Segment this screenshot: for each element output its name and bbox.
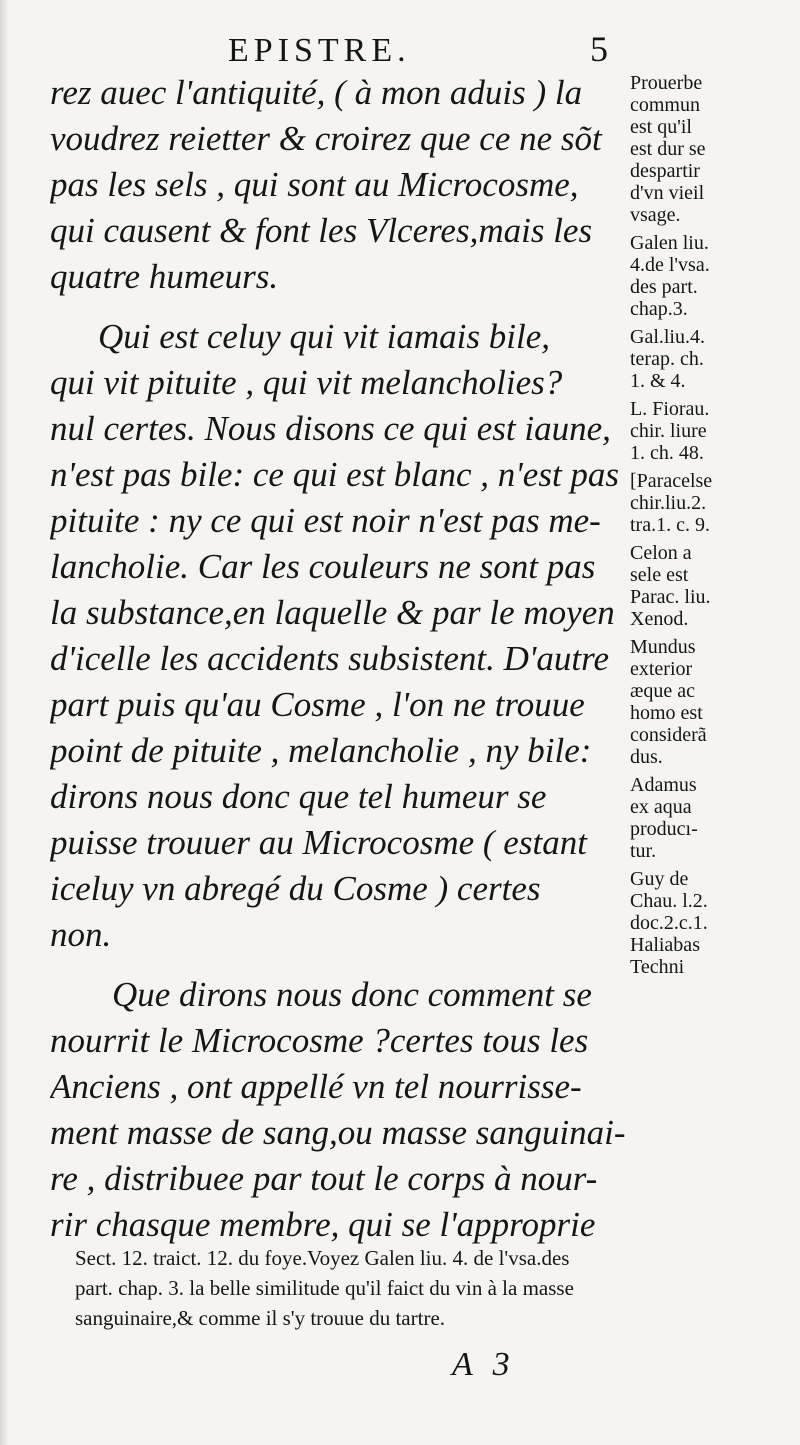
margin-note-line: Parac. liu. — [630, 586, 711, 608]
text-line: d'icelle les accidents subsistent. D'autre — [50, 639, 609, 678]
text-line: n'est pas bile: ce qui est blanc , n'est pas — [50, 455, 620, 494]
margin-note-line: Xenod. — [630, 608, 689, 630]
running-title: EPISTRE. — [228, 32, 411, 69]
margin-note — [630, 636, 790, 768]
signature-mark: A 3 — [452, 1346, 516, 1383]
margin-note-line: chap.3. — [630, 298, 688, 320]
margin-note-line: sele est — [630, 564, 689, 586]
margin-note-line: Celon a — [630, 542, 692, 564]
margin-note-line: tur. — [630, 840, 657, 862]
footnote-line: Sect. 12. traict. 12. du foye.Voyez Galen liu. 4. de l'vsa.des — [75, 1246, 570, 1270]
margin-note-line: æque ac — [630, 680, 695, 702]
text-line: nul certes. Nous disons ce qui est iaune, — [50, 409, 611, 448]
margin-note-line: [Paracelse — [630, 470, 713, 492]
text-line: rez auec l'antiquité, ( à mon aduis ) la — [50, 73, 583, 112]
page-edge-shadow — [0, 0, 8, 1445]
margin-note-line: Adamus — [630, 774, 697, 796]
margin-note — [630, 542, 790, 630]
text-line: part puis qu'au Cosme , l'on ne trouue — [50, 685, 585, 724]
margin-note-line: chir. liure — [630, 420, 707, 442]
margin-note-line: Haliabas — [630, 934, 700, 956]
text-line: qui causent & font les Vlceres,mais les — [50, 211, 593, 250]
text-line: puisse trouuer au Microcosme ( estant — [50, 823, 587, 862]
text-line: point de pituite , melancholie , ny bile: — [50, 731, 592, 770]
margin-note-line: terap. ch. — [630, 348, 704, 370]
margin-note-line: doc.2.c.1. — [630, 912, 708, 934]
text-line: lancholie. Car les couleurs ne sont pas — [50, 547, 596, 586]
margin-note-line: des part. — [630, 276, 698, 298]
text-line: voudrez reietter & croirez que ce ne sõt — [50, 119, 602, 158]
text-line: la substance,en laquelle & par le moyen — [50, 593, 615, 632]
margin-note-line: Guy de — [630, 868, 689, 890]
margin-note-line: homo est — [630, 702, 703, 724]
margin-note-line: Prouerbe — [630, 72, 703, 94]
paragraph-2 — [50, 314, 630, 958]
margin-note-line: 4.de l'vsa. — [630, 254, 710, 276]
margin-note-line: Chau. l.2. — [630, 890, 708, 912]
margin-note-line: 1. & 4. — [630, 370, 686, 392]
margin-notes — [630, 72, 790, 984]
margin-note-line: est qu'il — [630, 116, 692, 138]
text-line: iceluy vn abregé du Cosme ) certes — [50, 869, 541, 908]
margin-note — [630, 232, 790, 320]
paragraph-1 — [50, 70, 630, 300]
margin-note-line: Techni — [630, 956, 685, 978]
footnote — [75, 1243, 775, 1333]
main-text-column — [50, 70, 630, 1248]
margin-note-line: considerã — [630, 724, 707, 746]
margin-note — [630, 868, 790, 978]
margin-note-line: vsage. — [630, 204, 681, 226]
margin-note-line: L. Fiorau. — [630, 398, 710, 420]
footnote-line: part. chap. 3. la belle similitude qu'il faict du vin à la masse — [75, 1276, 574, 1300]
margin-note — [630, 398, 790, 464]
text-line: Qui est celuy qui vit iamais bile, — [98, 317, 550, 356]
paragraph-3 — [50, 972, 630, 1248]
text-line: Anciens , ont appellé vn tel nourrisse- — [50, 1067, 582, 1106]
footnote-line: sanguinaire,& comme il s'y trouue du tartre. — [75, 1306, 446, 1330]
margin-note-line: despartir — [630, 160, 700, 182]
text-line: re , distribuee par tout le corps à nour- — [50, 1159, 598, 1198]
margin-note-line: Gal.liu.4. — [630, 326, 705, 348]
margin-note — [630, 470, 790, 536]
margin-note-line: tra.1. c. 9. — [630, 514, 710, 536]
page-header — [0, 26, 800, 76]
margin-note — [630, 326, 790, 392]
margin-note-line: 1. ch. 48. — [630, 442, 704, 464]
margin-note-line: producı- — [630, 818, 698, 840]
text-line: dirons nous donc que tel humeur se — [50, 777, 547, 816]
text-line: rir chasque membre, qui se l'approprie — [50, 1205, 596, 1244]
margin-note-line: ex aqua — [630, 796, 692, 818]
margin-note-line: chir.liu.2. — [630, 492, 707, 514]
margin-note-line: Mundus — [630, 636, 696, 658]
text-line: nourrit le Microcosme ?certes tous les — [50, 1021, 589, 1060]
margin-note-line: commun — [630, 94, 700, 116]
margin-note — [630, 774, 790, 862]
margin-note-line: dus. — [630, 746, 663, 768]
margin-note-line: exterior — [630, 658, 693, 680]
margin-note-line: d'vn vieil — [630, 182, 705, 204]
text-line: Que dirons nous donc comment se — [112, 975, 592, 1014]
text-line: qui vit pituite , qui vit melancholies? — [50, 363, 563, 402]
page-number: 5 — [590, 29, 608, 69]
margin-note-line: Galen liu. — [630, 232, 709, 254]
text-line: quatre humeurs. — [50, 257, 279, 296]
text-line: non. — [50, 915, 112, 954]
text-line: pituite : ny ce qui est noir n'est pas me- — [50, 501, 601, 540]
text-line: pas les sels , qui sont au Microcosme, — [50, 165, 579, 204]
margin-note — [630, 72, 790, 226]
margin-note-line: est dur se — [630, 138, 706, 160]
text-line: ment masse de sang,ou masse sanguinai- — [50, 1113, 626, 1152]
